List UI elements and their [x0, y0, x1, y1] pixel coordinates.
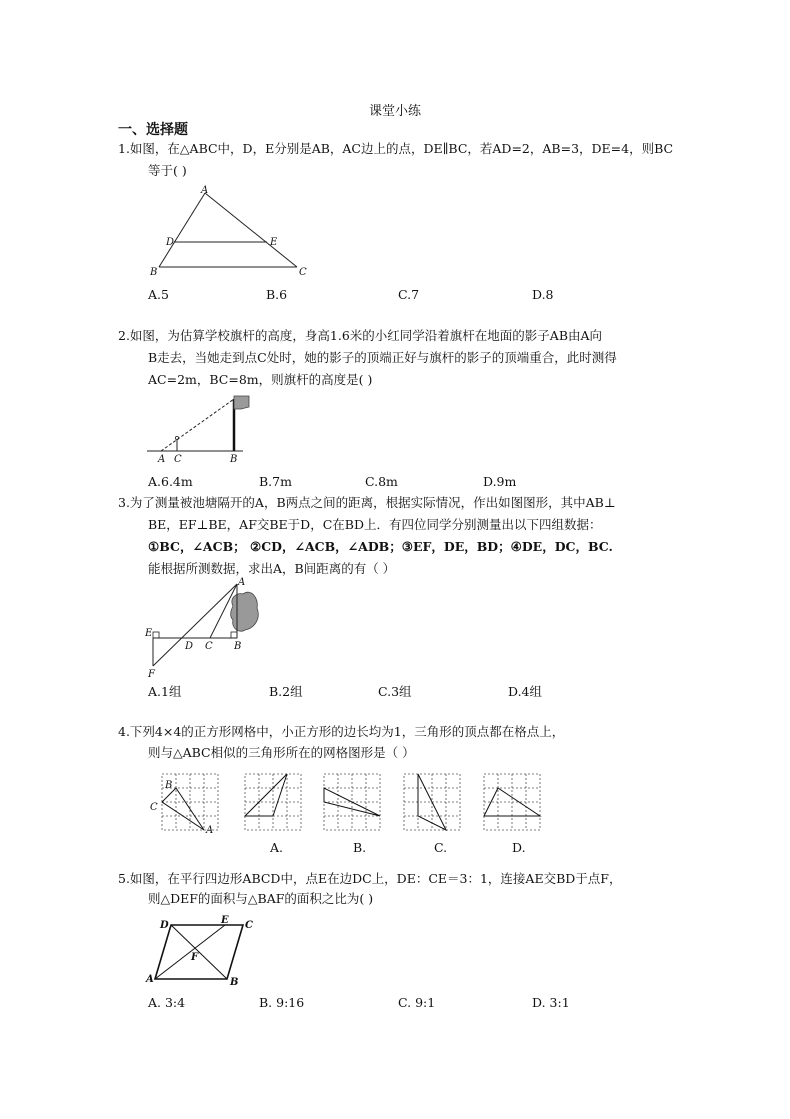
q3-label-a: A	[238, 577, 246, 588]
q3-label-d: D	[185, 641, 194, 652]
q3-option-b: B.2组	[269, 684, 303, 699]
q2-text-line3: AC=2m，BC=8m，则旗杆的高度是( )	[148, 372, 373, 387]
q4-option-c: C.	[434, 840, 448, 855]
flag-icon	[234, 396, 249, 409]
page-title: 课堂小练	[368, 104, 421, 119]
q5-label-b: B	[230, 977, 239, 988]
pond-shape	[231, 592, 259, 631]
q1-option-a: A.5	[148, 287, 169, 302]
q3-label-e: E	[145, 628, 153, 639]
q2-label-a: A	[158, 454, 166, 465]
q2-label-b: B	[230, 454, 238, 465]
q3-text-line4: 能根据所测数据，求出A，B间距离的有（ ）	[148, 561, 396, 576]
q3-pond-figure	[145, 578, 265, 680]
q1-triangle-figure	[145, 185, 315, 280]
q4-option-d: D.	[512, 840, 526, 855]
q4-label-b: B	[165, 780, 173, 791]
q1-option-b: B.6	[266, 287, 288, 302]
q4-text-line2: 则与△ABC相似的三角形所在的网格图形是（ ）	[148, 745, 415, 760]
q2-option-a: A.6.4m	[148, 474, 193, 489]
q1-text-line1: 1.如图，在△ABC中，D，E分别是AB，AC边上的点，DE∥BC，若AD=2，AB=3，DE=4，则BC	[118, 141, 674, 156]
q4-option-a: A.	[270, 840, 284, 855]
q1-option-c: C.7	[398, 287, 420, 302]
q4-grid-option-c	[402, 772, 464, 834]
q1-label-d: D	[166, 237, 175, 248]
q4-option-b: B.	[353, 840, 367, 855]
q5-text-line1: 5.如图，在平行四边形ABCD中，点E在边DC上，DE：CE＝3：1，连接AE交BD于点F，	[118, 871, 622, 886]
q3-option-a: A.1组	[148, 684, 182, 699]
q5-label-f: F	[191, 952, 199, 963]
q2-text-line1: 2.如图，为估算学校旗杆的高度，身高1.6米的小红同学沿着旗杆在地面的影子AB由A向	[118, 328, 603, 343]
q5-option-a: A. 3:4	[148, 995, 186, 1010]
section-heading: 一、选择题	[118, 122, 188, 138]
q3-option-d: D.4组	[508, 684, 543, 699]
q4-label-a: A	[206, 825, 214, 836]
q2-option-c: C.8m	[365, 474, 398, 489]
q3-label-f: F	[148, 669, 155, 680]
q3-text-line1: 3.为了测量被池塘隔开的A，B两点之间的距离，根据实际情况，作出如图图形，其中AB⊥	[118, 495, 616, 510]
q3-text-line3: ①BC，∠ACB； ②CD，∠ACB，∠ADB；③EF，DE，BD；④DE，DC，BC.	[148, 539, 613, 554]
q1-text-line2: 等于( )	[148, 163, 187, 178]
q2-option-b: B.7m	[259, 474, 292, 489]
q1-label-e: E	[270, 237, 278, 248]
q3-label-c: C	[205, 641, 213, 652]
q5-label-e: E	[221, 915, 229, 926]
q2-text-line2: B走去，当她走到点C处时，她的影子的顶端正好与旗杆的影子的顶端重合，此时测得	[148, 350, 617, 365]
q1-option-d: D.8	[532, 287, 554, 302]
q3-option-c: C.3组	[378, 684, 412, 699]
q5-option-d: D. 3:1	[532, 995, 570, 1010]
q1-label-a: A	[201, 185, 209, 196]
q1-label-b: B	[150, 267, 158, 278]
q5-text-line2: 则△DEF的面积与△BAF的面积之比为( )	[148, 891, 374, 906]
q1-label-c: C	[299, 267, 307, 278]
q4-grid-option-d	[482, 772, 544, 834]
q2-option-d: D.9m	[483, 474, 517, 489]
q5-label-d: D	[160, 920, 169, 931]
q4-grid-option-b	[322, 772, 384, 834]
q4-grid-option-a	[243, 772, 305, 834]
q4-text-line1: 4.下列4×4的正方形网格中，小正方形的边长均为1，三角形的顶点都在格点上，	[118, 724, 565, 739]
q5-parallelogram-figure	[145, 913, 260, 988]
q4-original-grid	[148, 772, 220, 834]
q5-option-c: C. 9:1	[398, 995, 436, 1010]
q5-option-b: B. 9:16	[259, 995, 305, 1010]
q2-label-c: C	[174, 454, 182, 465]
q3-text-line2: BE，EF⊥BE，AF交BE于D，C在BD上．有四位同学分别测量出以下四组数据：	[148, 517, 602, 532]
q4-label-c: C	[150, 802, 158, 813]
q3-label-b: B	[234, 641, 242, 652]
q5-label-a: A	[146, 974, 154, 985]
q5-label-c: C	[245, 920, 253, 931]
q2-flagpole-figure	[145, 393, 255, 465]
